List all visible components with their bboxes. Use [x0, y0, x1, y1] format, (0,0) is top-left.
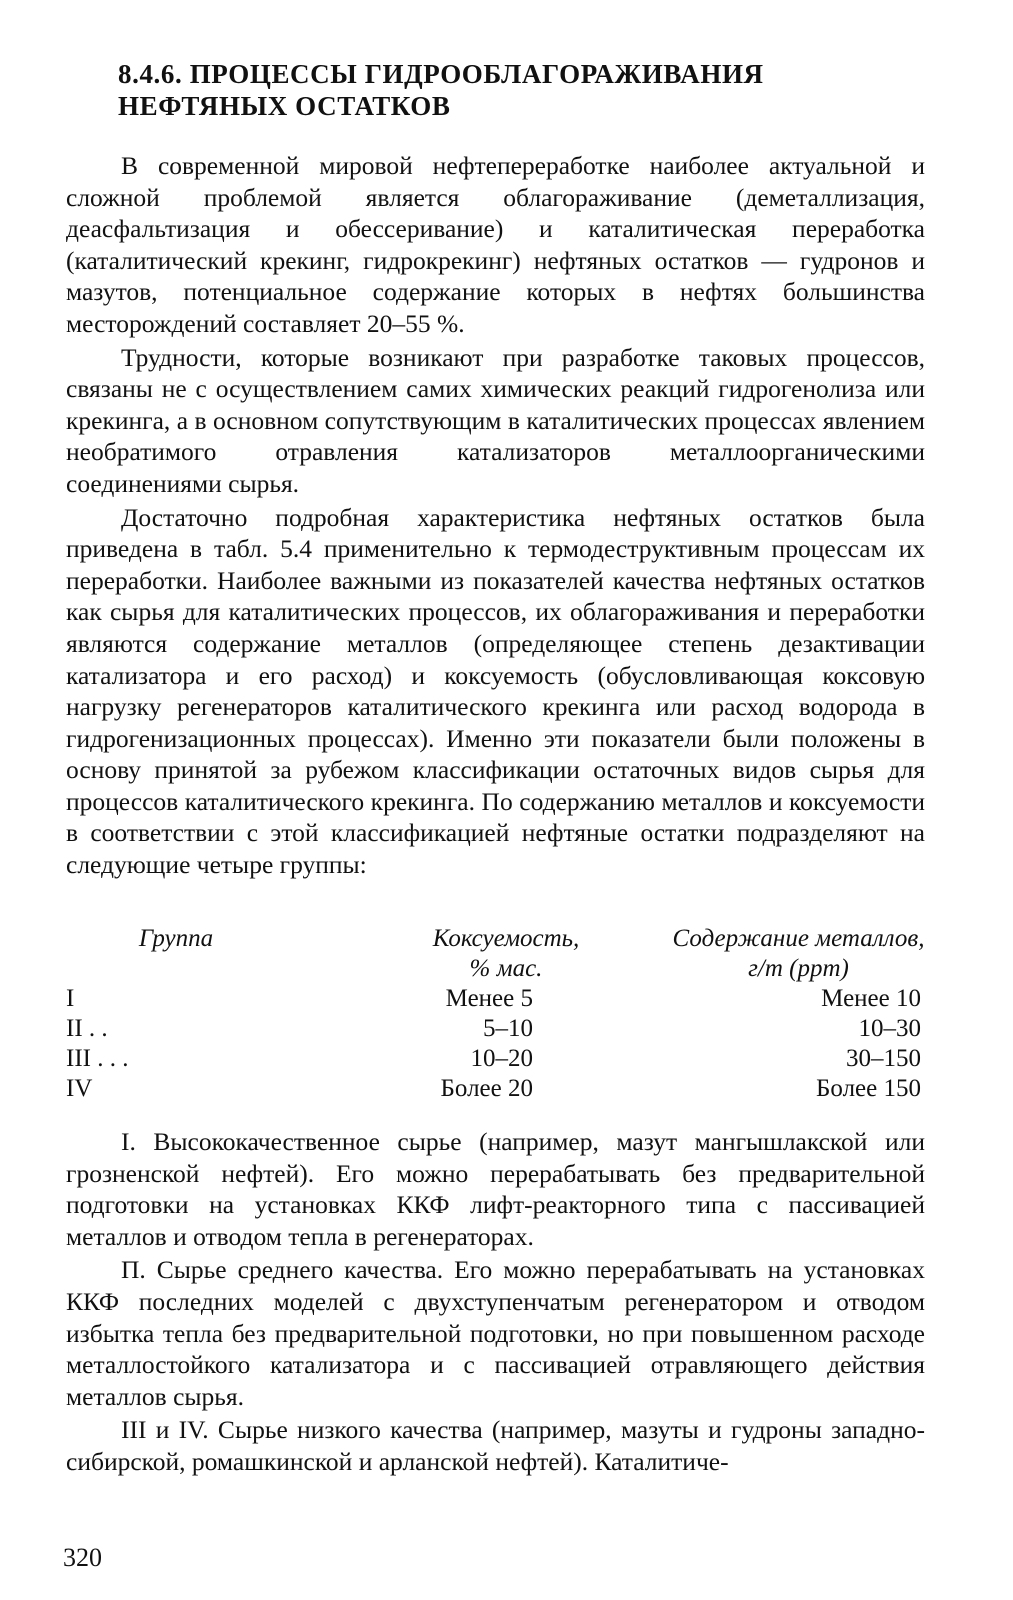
cell-group: I [66, 985, 75, 1012]
cell-coking: Менее 5 [445, 985, 533, 1012]
paragraph: П. Сырье среднего качества. Его можно перерабатывать на установках ККФ последних моделей с двухступенчатым регенератором и отводом избытка тепла без предварительной подготовки, но при повышенном расходе металлостойкого катализатора и с пассивацией отравляющего действия металлов сырья. [66, 1255, 925, 1411]
cell-coking: Более 20 [440, 1075, 533, 1102]
table-row [66, 1044, 925, 1074]
table-row [66, 984, 925, 1014]
cell-coking: 5–10 [483, 1015, 533, 1042]
paragraph: III и IV. Сырье низкого качества (например, мазуты и гудроны западно-сибирской, ромашкинской и арланской нефтей). Каталитиче- [66, 1415, 925, 1476]
cell-metals: 30–150 [846, 1045, 921, 1072]
table-row [66, 1074, 925, 1104]
cell-metals: Более 150 [816, 1075, 921, 1102]
header-group: Группа [138, 925, 214, 952]
section-heading [118, 58, 938, 122]
classification-table [66, 924, 925, 1104]
groups-description-block [66, 1126, 925, 1478]
header-metals: Содержание металлов, г/т (ppm) [672, 925, 925, 982]
section-heading-line-2: НЕФТЯНЫХ ОСТАТКОВ [118, 91, 451, 121]
paragraph: I. Высококачественное сырье (например, мазут мангышлакской или грозненской нефтей). Его можно перерабатывать без предварительной подготовки на установках ККФ лифт-реакторного типа с пассивацией металлов и отводом тепла в регенераторах. [66, 1127, 925, 1251]
cell-group: II . . [66, 1015, 108, 1042]
cell-group: IV [66, 1075, 93, 1102]
header-coking: Коксуемость, % мас. [432, 925, 580, 982]
table-header [66, 924, 925, 984]
cell-metals: Менее 10 [821, 985, 921, 1012]
page-number: 320 [63, 1543, 102, 1572]
cell-metals: 10–30 [858, 1015, 921, 1042]
section-heading-line-1: 8.4.6. ПРОЦЕССЫ ГИДРООБЛАГОРАЖИВАНИЯ [118, 59, 764, 89]
paragraph: Трудности, которые возникают при разработке таковых процессов, связаны не с осуществлением самих химических реакций гидрогенолиза или крекинга, а в основном сопутствующим в каталитических процессах явлением необратимого отравления катализаторов металлоорганическими соединениями сырья. [66, 342, 925, 498]
cell-group: III . . . [66, 1045, 129, 1072]
table-row [66, 1014, 925, 1044]
paragraph: В современной мировой нефтепереработке наиболее актуальной и сложной проблемой является облагораживание (деметаллизация, деасфальтизация и обессеривание) и каталитическая переработка (каталитический крекинг, гидрокрекинг) нефтяных остатков — гудронов и мазутов, потенциальное содержание которых в нефтях большинства месторождений составляет 20–55 %. [66, 151, 925, 338]
paragraph: Достаточно подробная характеристика нефтяных остатков была приведена в табл. 5.4 применительно к термодеструктивным процессам их переработки. Наиболее важными из показателей качества нефтяных остатков как сырья для каталитических процессов, их облагораживания и переработки являются содержание металлов (определяющее степень дезактивации катализатора и его расход) и коксуемость (обусловливающая коксовую нагрузку регенераторов каталитического крекинга или расход водорода в гидрогенизационных процессах). Именно эти показатели были положены в основу принятой за рубежом классификации остаточных видов сырья для процессов каталитического крекинга. По содержанию металлов и коксуемости в соответствии с этой классификацией нефтяные остатки подразделяют на следующие четыре группы: [66, 502, 925, 880]
cell-coking: 10–20 [470, 1045, 533, 1072]
intro-text-block [66, 150, 925, 881]
